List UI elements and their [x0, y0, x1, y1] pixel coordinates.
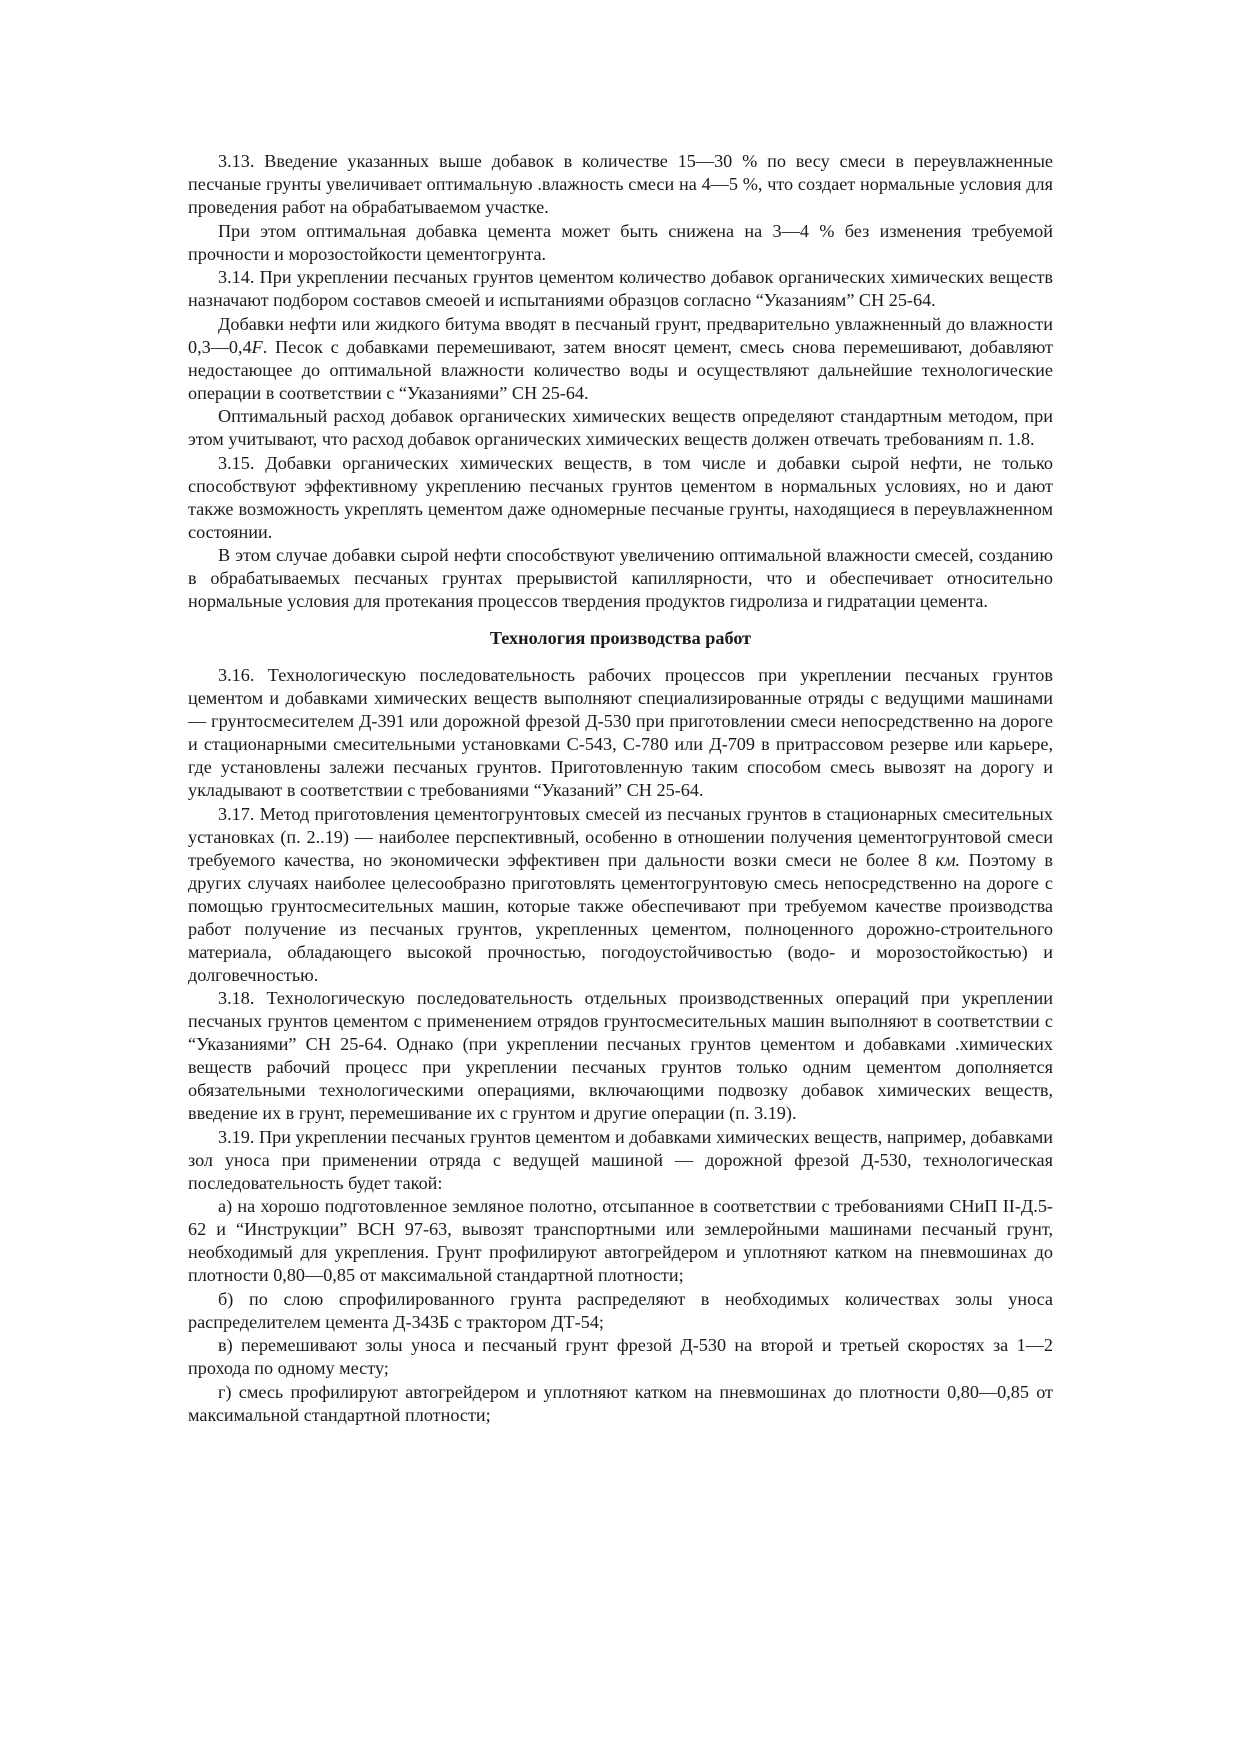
paragraph-3-14: 3.14. При укреплении песчаных грунтов цементом количество добавок органических химических веществ назначают подбором составов смеоей и испытаниями образцов согласно “Указаниям” СН 25-64. — [188, 267, 1053, 310]
paragraph-3-18: 3.18. Технологическую последовательность отдельных производственных операций при укреплении песчаных грунтов цементом с применением отрядов грунтосмесительных машин выполняют в соответствии с “Указаниями” СН 25-64. Однако (при укреплении песчаных грунтов цементом и добавками .химических веществ рабочий процесс при укреплении песчаных грунтов только одним цементом дополняется обязательными технологическими операциями, включающими подвозку добавок химических веществ, введение их в грунт, перемешивание их с грунтом и другие операции (п. 3.19). — [188, 988, 1053, 1123]
paragraph-text: Добавки нефти или жидкого битума вводят в песчаный грунт, предварительно увлажненный до влажности 0,3—0,4 — [188, 313, 1053, 357]
paragraph-text: 3.17. Метод приготовления цементогрунтовых смесей из песчаных грунтов в стационарных смесительных установках (п. 2..19) — наиболее перспективный, особенно в отношении получения цементогрунтовой смеси требуемого качества, но экономически эффективен при дальности возки смеси не более 8 — [188, 803, 1053, 870]
paragraph-3-15: 3.15. Добавки органических химических веществ, в том числе и добавки сырой нефти, не только способствуют эффективному укреплению песчаных грунтов цементом в нормальных условиях, но и дают также возможность укреплять цементом даже одномерные песчаные грунты, находящиеся в переувлажненном состоянии. — [188, 452, 1053, 542]
paragraph-3-19: 3.19. При укреплении песчаных грунтов цементом и добавками химических веществ, например, добавками зол уноса при применении отряда с ведущей машиной — дорожной фрезой Д-530, технологическая последовательность будет такой: — [188, 1126, 1053, 1193]
paragraph-3-16: 3.16. Технологическую последовательность рабочих процессов при укреплении песчаных грунтов цементом и добавками химических веществ выполняют специализированные отряды с ведущими машинами — грунтосмесителем Д-391 или дорожной фрезой Д-530 при приготовлении смеси непосредственно на дороге и стационарными смесительными установками С-543, С-780 или Д-709 в притрассовом резерве или карьере, где установлены залежи песчаных грунтов. Приготовленную таким способом смесь вывозят на дорогу и укладывают в соответствии с требованиями “Указаний” СН 25-64. — [188, 665, 1053, 800]
italic-symbol: F — [251, 336, 263, 357]
list-item-a: а) на хорошо подготовленное земляное полотно, отсыпанное в соответствии с требованиями СНиП II-Д.5-62 и “Инструкции” ВСН 97-63, вывозят транспортными или землеройными машинами песчаный грунт, необходимый для укрепления. Грунт профилируют автогрейдером и уплотняют катком на пневмошинах до плотности 0,80—0,85 от максимальной стандартной плотности; — [188, 1196, 1053, 1285]
paragraph-oil-additives — [188, 313, 1053, 405]
paragraph-optimal-consumption: Оптимальный расход добавок органических химических веществ определяют стандартным методом, при этом учитывают, что расход добавок органических химических веществ должен отвечать требованиям п. 1.8. — [188, 406, 1053, 449]
list-item-v: в) перемешивают золы уноса и песчаный грунт фрезой Д-530 на второй и третьей скоростях за 1—2 прохода по одному месту; — [188, 1335, 1053, 1378]
document-page — [188, 150, 1053, 1427]
paragraph-text: . Песок с добавками перемешивают, затем вносят цемент, смесь снова перемешивают, добавляют недостающее до оптимальной влажности количество воды и осуществляют дальнейшие технологические операции в соответствии с “Указаниями” СН 25-64. — [188, 336, 1053, 403]
paragraph-text: Поэтому в других случаях наиболее целесообразно приготовлять цементогрунтовую смесь непосредственно на дороге с помощью грунтосмесительных машин, которые также обеспечивают при требуемом качестве производства работ получение из песчаных грунтов, укрепленных цементом, полноценного дорожно-строительного материала, обладающего высокой прочностью, погодоустойчивостью (водо- и морозостойкостью) и долговечностью. — [188, 849, 1054, 985]
paragraph-cement-reduction: При этом оптимальная добавка цемента может быть снижена на 3—4 % без изменения требуемой прочности и морозостойкости цементогрунта. — [188, 220, 1053, 264]
list-item-b: б) по слою спрофилированного грунта распределяют в необходимых количествах золы уноса распределителем цемента Д-343Б с трактором ДТ-54; — [188, 1288, 1053, 1332]
paragraph-crude-oil: В этом случае добавки сырой нефти способствуют увеличению оптимальной влажности смесей, созданию в обрабатываемых песчаных грунтах прерывистой капиллярности, что и обеспечивает относительно нормальные условия для протекания процессов твердения продуктов гидролиза и гидратации цемента. — [188, 545, 1053, 611]
paragraph-3-13: 3.13. Введение указанных выше добавок в количестве 15—30 % по весу смеси в переувлажненные песчаные грунты увеличивает оптимальную .влажность смеси на 4—5 %, что создает нормальные условия для проведения работ на обрабатываемом участке. — [188, 151, 1053, 217]
section-heading: Технология производства работ — [489, 628, 752, 648]
italic-unit: км. — [935, 849, 961, 870]
list-item-g: г) смесь профилируют автогрейдером и уплотняют катком на пневмошинах до плотности 0,80—0,85 от максимальной стандартной плотности; — [188, 1381, 1053, 1425]
paragraph-3-17 — [188, 803, 1053, 987]
